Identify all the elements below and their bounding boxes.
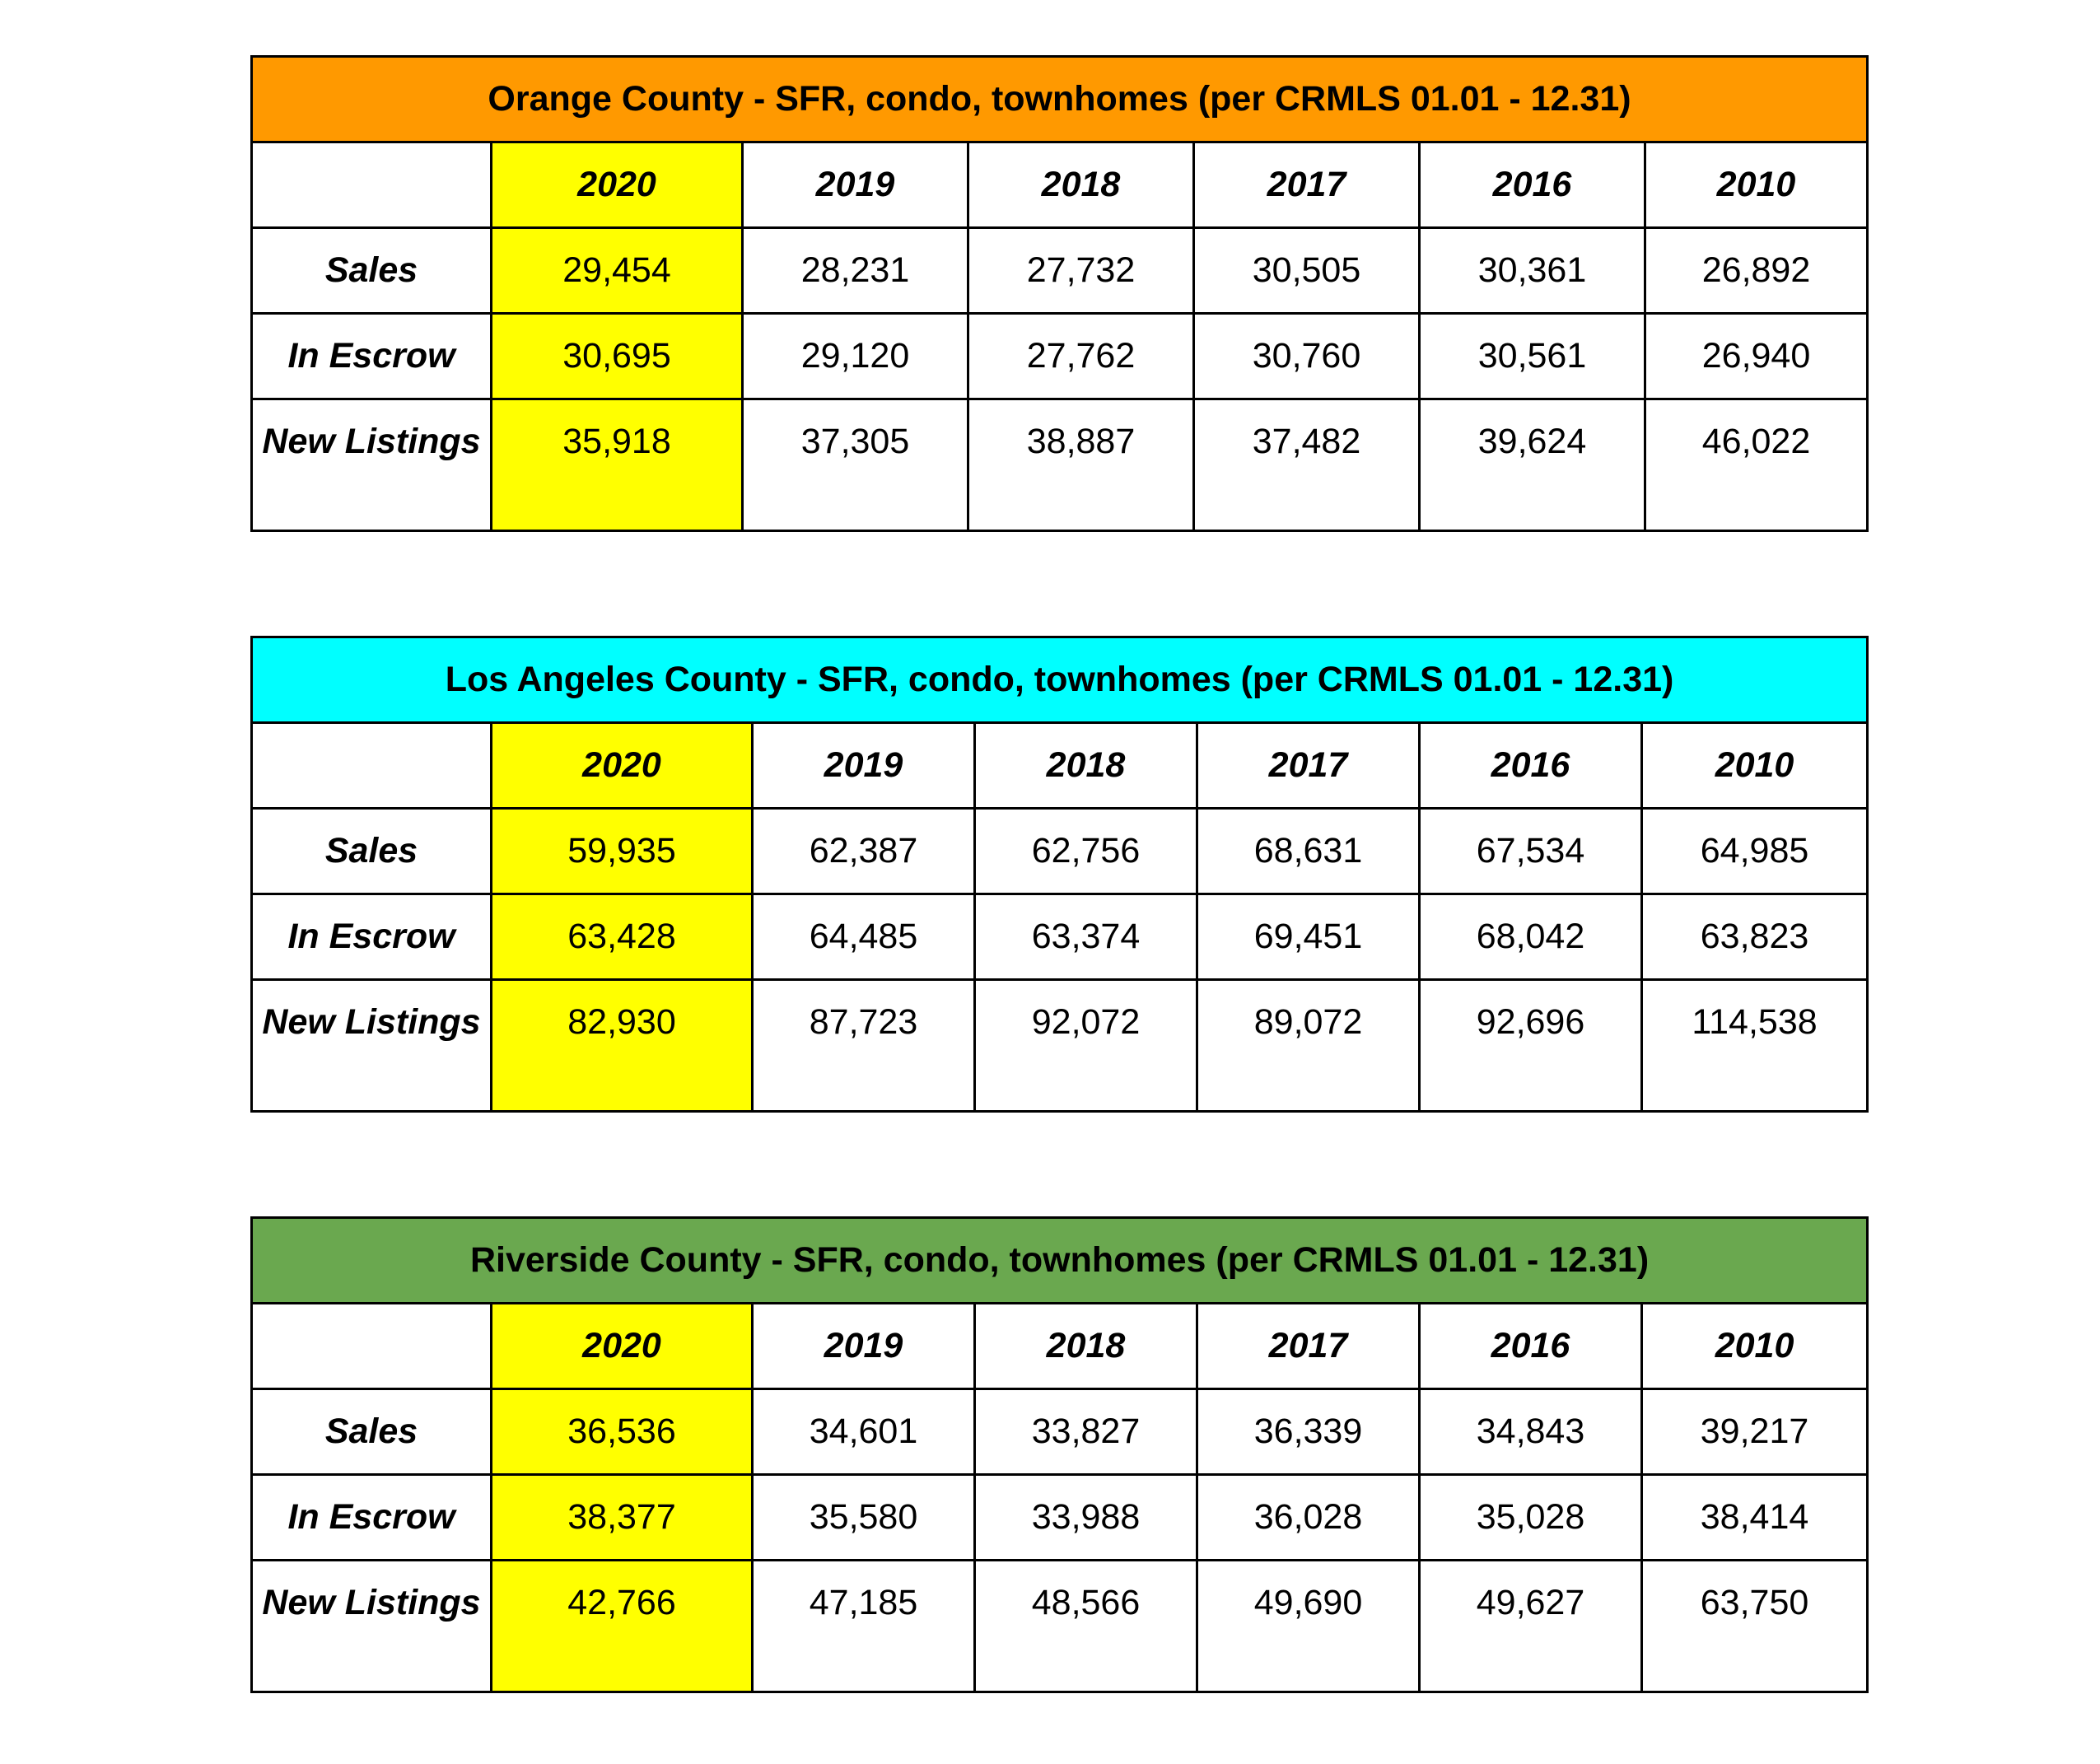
data-cell: 30,361: [1420, 228, 1645, 314]
data-cell: 59,935: [492, 809, 753, 894]
data-cell: 38,887: [968, 399, 1194, 531]
data-cell: 39,217: [1642, 1389, 1868, 1475]
data-cell: 38,377: [492, 1475, 753, 1561]
year-header: 2019: [753, 1304, 975, 1389]
data-cell: 27,762: [968, 314, 1194, 399]
year-header-row: [252, 142, 1868, 228]
data-cell: 64,485: [753, 894, 975, 980]
table-row: [252, 980, 1868, 1112]
data-cell: 30,561: [1420, 314, 1645, 399]
table-row: [252, 894, 1868, 980]
data-cell: 36,339: [1197, 1389, 1420, 1475]
data-cell: 35,918: [492, 399, 743, 531]
data-cell: 30,695: [492, 314, 743, 399]
table-row: [252, 809, 1868, 894]
year-header: 2010: [1642, 723, 1868, 809]
year-header: 2010: [1645, 142, 1868, 228]
year-header: 2016: [1420, 142, 1645, 228]
table-row: [252, 314, 1868, 399]
data-cell: 64,985: [1642, 809, 1868, 894]
table-row: [252, 1389, 1868, 1475]
data-cell: 39,624: [1420, 399, 1645, 531]
row-label: Sales: [252, 1389, 492, 1475]
data-cell: 49,690: [1197, 1561, 1420, 1692]
riverside-county-table: [250, 1216, 1869, 1693]
year-header: 2010: [1642, 1304, 1868, 1389]
year-header: 2020: [492, 723, 753, 809]
year-header: 2017: [1197, 1304, 1420, 1389]
data-cell: 67,534: [1420, 809, 1642, 894]
data-cell: 92,696: [1420, 980, 1642, 1112]
data-cell: 69,451: [1197, 894, 1420, 980]
data-cell: 36,028: [1197, 1475, 1420, 1561]
data-cell: 26,940: [1645, 314, 1868, 399]
data-cell: 35,028: [1420, 1475, 1642, 1561]
data-cell: 42,766: [492, 1561, 753, 1692]
data-cell: 33,988: [975, 1475, 1197, 1561]
year-header: 2017: [1194, 142, 1420, 228]
year-header: 2016: [1420, 1304, 1642, 1389]
row-label: New Listings: [252, 980, 492, 1112]
data-cell: 30,505: [1194, 228, 1420, 314]
year-header: 2018: [975, 723, 1197, 809]
year-header: 2018: [968, 142, 1194, 228]
year-header: 2020: [492, 142, 743, 228]
row-label: In Escrow: [252, 1475, 492, 1561]
data-cell: 26,892: [1645, 228, 1868, 314]
data-cell: 36,536: [492, 1389, 753, 1475]
data-cell: 63,823: [1642, 894, 1868, 980]
los-angeles-county-table: [250, 636, 1869, 1113]
data-cell: 28,231: [743, 228, 968, 314]
row-label: New Listings: [252, 1561, 492, 1692]
row-label: In Escrow: [252, 894, 492, 980]
data-cell: 47,185: [753, 1561, 975, 1692]
year-header: 2019: [743, 142, 968, 228]
data-cell: 38,414: [1642, 1475, 1868, 1561]
data-cell: 29,454: [492, 228, 743, 314]
data-cell: 37,482: [1194, 399, 1420, 531]
data-cell: 92,072: [975, 980, 1197, 1112]
data-cell: 33,827: [975, 1389, 1197, 1475]
data-cell: 30,760: [1194, 314, 1420, 399]
data-cell: 49,627: [1420, 1561, 1642, 1692]
data-cell: 46,022: [1645, 399, 1868, 531]
data-cell: 27,732: [968, 228, 1194, 314]
data-cell: 37,305: [743, 399, 968, 531]
table-title: Orange County - SFR, condo, townhomes (per CRMLS 01.01 - 12.31): [252, 57, 1868, 142]
year-header: 2016: [1420, 723, 1642, 809]
data-cell: 68,631: [1197, 809, 1420, 894]
table-row: [252, 1561, 1868, 1692]
data-cell: 114,538: [1642, 980, 1868, 1112]
year-header: 2017: [1197, 723, 1420, 809]
data-cell: 68,042: [1420, 894, 1642, 980]
data-cell: 63,428: [492, 894, 753, 980]
data-cell: 62,387: [753, 809, 975, 894]
corner-cell: [252, 142, 492, 228]
year-header: 2018: [975, 1304, 1197, 1389]
row-label: Sales: [252, 228, 492, 314]
data-cell: 34,843: [1420, 1389, 1642, 1475]
data-cell: 89,072: [1197, 980, 1420, 1112]
data-cell: 35,580: [753, 1475, 975, 1561]
table-row: [252, 228, 1868, 314]
orange-county-table: [250, 55, 1869, 532]
year-header: 2019: [753, 723, 975, 809]
data-cell: 34,601: [753, 1389, 975, 1475]
data-cell: 82,930: [492, 980, 753, 1112]
row-label: In Escrow: [252, 314, 492, 399]
table-row: [252, 1475, 1868, 1561]
table-title: Los Angeles County - SFR, condo, townhomes (per CRMLS 01.01 - 12.31): [252, 637, 1868, 723]
year-header-row: [252, 723, 1868, 809]
row-label: New Listings: [252, 399, 492, 531]
corner-cell: [252, 1304, 492, 1389]
data-cell: 87,723: [753, 980, 975, 1112]
data-cell: 29,120: [743, 314, 968, 399]
data-cell: 63,750: [1642, 1561, 1868, 1692]
data-cell: 48,566: [975, 1561, 1197, 1692]
data-cell: 62,756: [975, 809, 1197, 894]
table-title: Riverside County - SFR, condo, townhomes (per CRMLS 01.01 - 12.31): [252, 1218, 1868, 1304]
corner-cell: [252, 723, 492, 809]
row-label: Sales: [252, 809, 492, 894]
table-row: [252, 399, 1868, 531]
data-cell: 63,374: [975, 894, 1197, 980]
year-header: 2020: [492, 1304, 753, 1389]
year-header-row: [252, 1304, 1868, 1389]
